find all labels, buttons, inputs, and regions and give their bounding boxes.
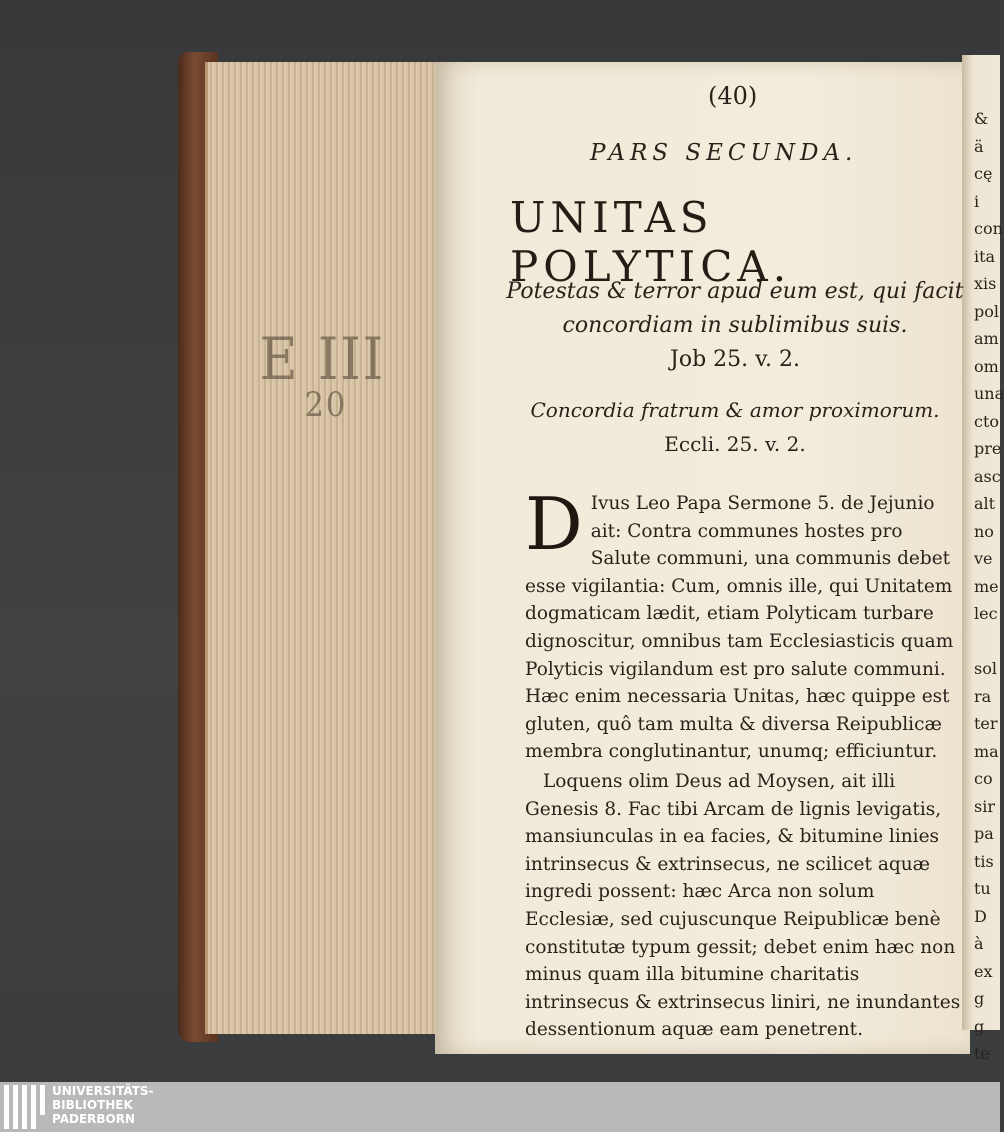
next-page-fragment: asc xyxy=(974,466,1001,486)
page-title: UNITAS POLYTICA. xyxy=(510,193,792,291)
next-page-fragment: te xyxy=(974,1044,990,1063)
paragraph-2: Loquens olim Deus ad Moysen, ait illi Genesis 8. Fac tibi Arcam de lignis levigatis, mansiunculas in ea facies, & bitumine linies intrinsecus & extrinsecus, ne scilicet aquæ ingredi possent: hæc Arca non solum Ecclesiæ, sed cujuscunque Reipublicæ benè constitutæ typum gessit; debet enim hæc non minus quam illa bitumine charitatis intrinsecus & extrinsecus liniri, ne inundantes dessentionum aquæ eam penetrent. xyxy=(525,770,961,1041)
next-page-fragment: xis xyxy=(974,274,997,293)
edge-stamp-line1: E III xyxy=(259,325,386,393)
next-page-fragment: am xyxy=(974,329,999,348)
next-page-fragment: ra xyxy=(974,686,992,706)
next-page-fragment: cę i xyxy=(974,164,993,211)
library-name xyxy=(52,1084,154,1126)
next-page-fragment xyxy=(974,628,1000,656)
next-page-fragment: una xyxy=(974,384,1004,403)
next-page-fragment: ve xyxy=(974,549,993,568)
library-name-line1: UNIVERSITÄTS- xyxy=(52,1084,154,1098)
library-name-line3: PADERBORN xyxy=(52,1112,136,1126)
next-page-fragment: me xyxy=(974,576,999,596)
next-page-fragment: ita xyxy=(974,246,996,266)
next-page-fragment: cto xyxy=(974,411,1000,431)
epigraph-2 xyxy=(505,393,965,461)
edge-stamp xyxy=(259,325,431,450)
body-text xyxy=(525,482,965,1044)
page-number: (40) xyxy=(708,82,758,110)
section-heading: PARS SECUNDA. xyxy=(590,140,858,166)
next-page-fragment: pa xyxy=(974,824,994,843)
next-page-fragment: alt xyxy=(974,494,996,513)
next-page-fragment: à xyxy=(974,934,984,953)
epigraph-1 xyxy=(505,275,965,377)
next-page-fragment: g xyxy=(974,989,985,1008)
drop-cap: D xyxy=(525,482,583,566)
next-page-fragment: ex xyxy=(974,961,993,981)
epigraph-2-text: Concordia fratrum & amor proximorum. xyxy=(530,398,940,422)
next-page-fragment: g xyxy=(974,1016,985,1036)
library-logo-icon xyxy=(4,1085,46,1129)
next-page-fragment: tis xyxy=(974,851,994,871)
paragraph-1 xyxy=(525,482,965,766)
next-page-fragment: no xyxy=(974,521,994,541)
next-page-fragment: sol xyxy=(974,659,997,678)
epigraph-1-text: Potestas & terror apud eum est, qui facit concordiam in sublimibus suis. xyxy=(506,279,964,338)
next-page-fragment: sir xyxy=(974,796,995,816)
library-name-line2: BIBLIOTHEK xyxy=(52,1098,133,1112)
next-page-fragment: ter xyxy=(974,714,998,733)
next-page-fragment: pre xyxy=(974,439,1002,458)
epigraph-2-ref: Eccli. 25. v. 2. xyxy=(664,432,806,456)
next-page-fragment: om xyxy=(974,356,999,376)
next-page-fragment: ma xyxy=(974,741,999,761)
epigraph-1-ref: Job 25. v. 2. xyxy=(670,347,800,372)
edge-stamp-line2: 20 xyxy=(304,385,348,425)
next-page-fragment: con xyxy=(974,219,1003,238)
next-page-fragment: co xyxy=(974,769,993,788)
page-edges xyxy=(205,62,458,1034)
next-page-fragment: & ä xyxy=(974,109,989,156)
paragraph-1-text: Ivus Leo Papa Sermone 5. de Jejunio ait: Contra communes hostes pro Salute communi, una communis debet esse vigilantia: Cum, omnis ille, qui Unitatem dogmaticam lædit, etiam Polyticam turbare dignoscitur, omnibus tam Ecclesiasticis quam Polyticis vigilandum est pro salute communi. Hæc enim necessaria Unitas, hæc quippe est gluten, quô tam multa & diversa Reipublicæ membra conglutinantur, unumq; efficiuntur. xyxy=(525,493,954,763)
next-page-fragment: lec xyxy=(974,604,998,623)
library-footer xyxy=(0,1082,1000,1132)
next-page-fragment: pol xyxy=(974,301,999,321)
next-page-fragment: D xyxy=(974,906,987,926)
next-page-fragment: tu xyxy=(974,879,991,898)
